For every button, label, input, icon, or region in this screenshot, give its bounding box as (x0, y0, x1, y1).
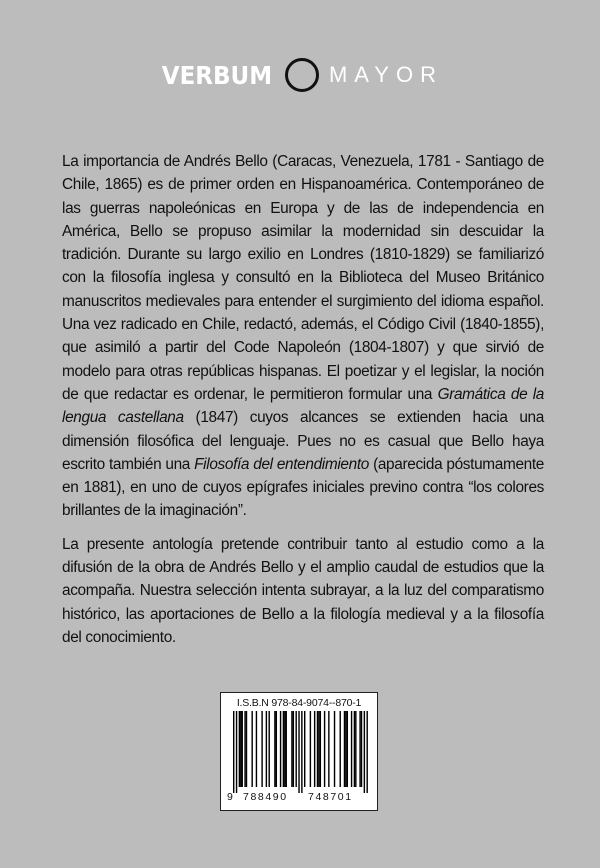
barcode-bar (354, 711, 355, 787)
barcode-bar (317, 711, 318, 787)
barcode-bar (304, 711, 305, 787)
text-run: La importancia de Andrés Bello (Caracas, Venezuela, 1781 - Santiago de Chile, 1865) es de primer orden en Hispanoamérica. Contemporáneo de las guerras napoleónicas en Europa y de las de independencia en América, Bello se propuso asimilar la modernidad sin descuidar la tradición. Durante su largo exilio en Londres (1810-1829) se familiarizó con la filosofía inglesa y consultó en la Biblioteca del Museo Británico manuscritos medievales para entender el surgimiento del idioma español. Una vez radicado en Chile, redactó, además, el Código Civil (1840-1855), que asimiló a partir del Code Napoleón (1804-1807) y que sirvió de modelo para otras repúblicas hispanas. El poetizar y el legislar, la noción de que redactar es ordenar, le permitieron formular una (62, 153, 544, 403)
barcode-bar (240, 711, 241, 787)
barcode-bar (236, 711, 237, 793)
barcode-bar (246, 711, 247, 787)
barcode-bar (251, 711, 252, 787)
barcode-bar (324, 711, 325, 787)
isbn-label: I.S.B.N 978-84-9074--870-1 (236, 697, 362, 709)
barcode-bar (344, 711, 345, 787)
barcode-bar (314, 711, 315, 787)
barcode-bar (286, 711, 287, 787)
barcode-bar (340, 711, 341, 787)
barcode-bar (239, 711, 240, 787)
barcode-bar (320, 711, 321, 787)
barcode-bar (310, 711, 311, 787)
italic-title: Gramática de la lengua castellana (62, 385, 544, 427)
barcode-bar (269, 711, 270, 787)
barcode-bar (366, 711, 367, 793)
barcode-bar (256, 711, 257, 787)
logo-mayor-text: MAYOR (328, 62, 443, 87)
barcode-bar (283, 711, 284, 787)
barcode-bar (328, 711, 329, 787)
circle-emblem-icon (285, 58, 319, 92)
barcode-bar (293, 711, 294, 787)
barcode-bar (233, 711, 234, 793)
barcode-bar (298, 711, 299, 793)
barcode-bar (334, 711, 335, 787)
barcode-bar (276, 711, 277, 787)
barcode-image (227, 711, 373, 793)
barcode-bar (345, 711, 346, 787)
isbn-barcode-box (220, 692, 378, 811)
barcode-bar (355, 711, 356, 787)
barcode-bar (301, 711, 302, 793)
barcode-bar (266, 711, 267, 787)
text-run: (1847) cuyos alcances se extienden hacia una dimensión filosófica del lenguaje. Pues no es casual que Bello haya escrito también una (62, 409, 544, 473)
barcode-bar (364, 711, 365, 793)
barcode-bar (359, 711, 360, 787)
barcode-bar (274, 711, 275, 787)
barcode-digits-left: 788490 (243, 791, 288, 803)
publisher-logo (0, 58, 600, 92)
barcode-bar (361, 711, 362, 787)
italic-title: Filosofía del entendimiento (194, 455, 369, 473)
barcode-bar (351, 711, 352, 787)
barcode-bar (242, 711, 243, 787)
barcode-bar (295, 711, 296, 787)
barcode-digit-first: 9 (227, 791, 235, 803)
barcode-bar (284, 711, 285, 787)
barcode-bar (244, 711, 245, 787)
barcode-bar (291, 711, 292, 787)
paragraph-1 (62, 150, 544, 523)
barcode-bar (261, 711, 262, 787)
barcode-bar (280, 711, 281, 787)
back-cover-text (62, 150, 544, 659)
barcode-digits-right: 748701 (308, 791, 353, 803)
barcode-bar (318, 711, 319, 787)
barcode-bar (347, 711, 348, 787)
text-run: (aparecida póstumamente en 1881), en uno de cuyos epígrafes iniciales previno contra “los colores brillantes de la imaginación”. (62, 455, 544, 520)
paragraph-2: La presente antología pretende contribuir tanto al estudio como a la difusión de la obra de Andrés Bello y el amplio caudal de estudios que la acompaña. Nuestra selección intenta subrayar, a la luz del comparatismo histórico, las aportaciones de Bello a la filología medieval y a la filosofía del conocimiento. (62, 535, 544, 646)
logo-verbum-text: VERBUM (161, 60, 273, 90)
